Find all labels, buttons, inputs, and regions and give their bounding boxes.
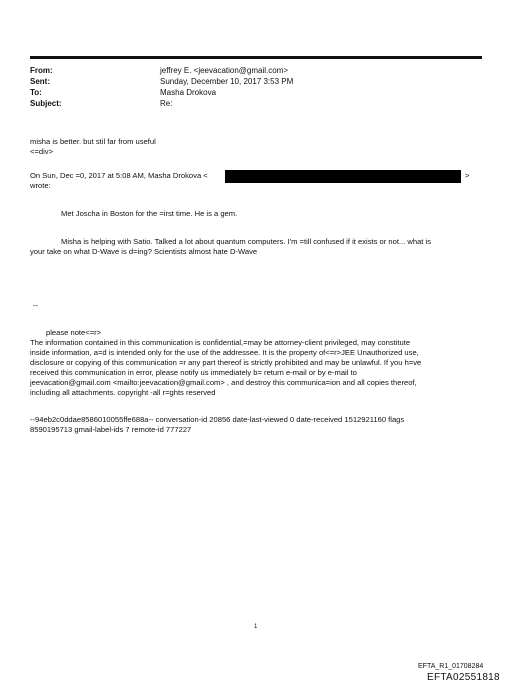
confidential-line-2: inside information, a=d is intended only for the use of the addressee. It is the property of<=r>JEE Unauthorized use, [30, 348, 419, 357]
quote-intro-wrote: wrote: [30, 181, 51, 190]
efta-reference-large: EFTA02551818 [427, 672, 500, 683]
metadata-line-2: 8590195713 gmail-label-ids 7 remote-id 777227 [30, 425, 192, 434]
confidential-line-1: The information contained in this communication is confidential,=may be attorney-client privileged, may constitute [30, 338, 411, 347]
from-value: jeffrey E. <jeevacation@gmail.com> [160, 66, 289, 75]
confidential-line-6: including all attachments. copyright -all r=ghts reserved [30, 388, 216, 397]
sent-row [30, 77, 482, 87]
body-line-2: <=div> [30, 147, 54, 156]
signature-dash: -- [33, 301, 39, 310]
confidential-line-4: received this communication in error, please notify us immediately b= return e-mail or by e-mail to [30, 368, 357, 377]
page-number: 1 [254, 624, 258, 630]
quoted-paragraph-2-line-1: Misha is helping with Satio. Talked a lot about quantum computers. I'm =till confused if it exists or not... what is [61, 237, 431, 246]
subject-label: Subject: [30, 99, 62, 108]
header-rule [30, 56, 482, 59]
subject-row [30, 99, 482, 109]
subject-value: Re: [160, 99, 173, 108]
body-line-1: misha is better. but stil far from useful [30, 137, 156, 146]
please-note: please note<=r> [46, 328, 102, 337]
to-value: Masha Drokova [160, 88, 217, 97]
email-header [30, 66, 482, 116]
metadata-line-1: --94eb2c0ddae8586010055ffe688a-- conversation-id 20856 date-last-viewed 0 date-received 1512921160 flags [30, 415, 405, 424]
sent-value: Sunday, December 10, 2017 3:53 PM [160, 77, 294, 86]
redaction-box [225, 170, 461, 183]
efta-reference-small: EFTA_R1_01708284 [418, 663, 484, 670]
quote-intro: On Sun, Dec =0, 2017 at 5:08 AM, Masha Drokova < [30, 171, 208, 180]
confidential-line-5: jeevacation@gmail.com <mailto:jeevacation@gmail.com> , and destroy this communica=ion and all copies thereof, [30, 378, 417, 387]
quote-intro-close: > [465, 171, 470, 180]
confidential-line-3: disclosure or copying of this communication =r any part thereof is strictly prohibited and may be unlawful. If you h=ve [30, 358, 422, 367]
sent-label: Sent: [30, 77, 50, 86]
quoted-paragraph-2-line-2: your take on what D-Wave is d=ing? Scientists almost hate D-Wave [30, 247, 258, 256]
from-label: From: [30, 66, 53, 75]
to-label: To: [30, 88, 42, 97]
quoted-paragraph-1: Met Joscha in Boston for the =irst time. He is a gem. [61, 209, 238, 218]
to-row [30, 88, 482, 98]
from-row [30, 66, 482, 76]
